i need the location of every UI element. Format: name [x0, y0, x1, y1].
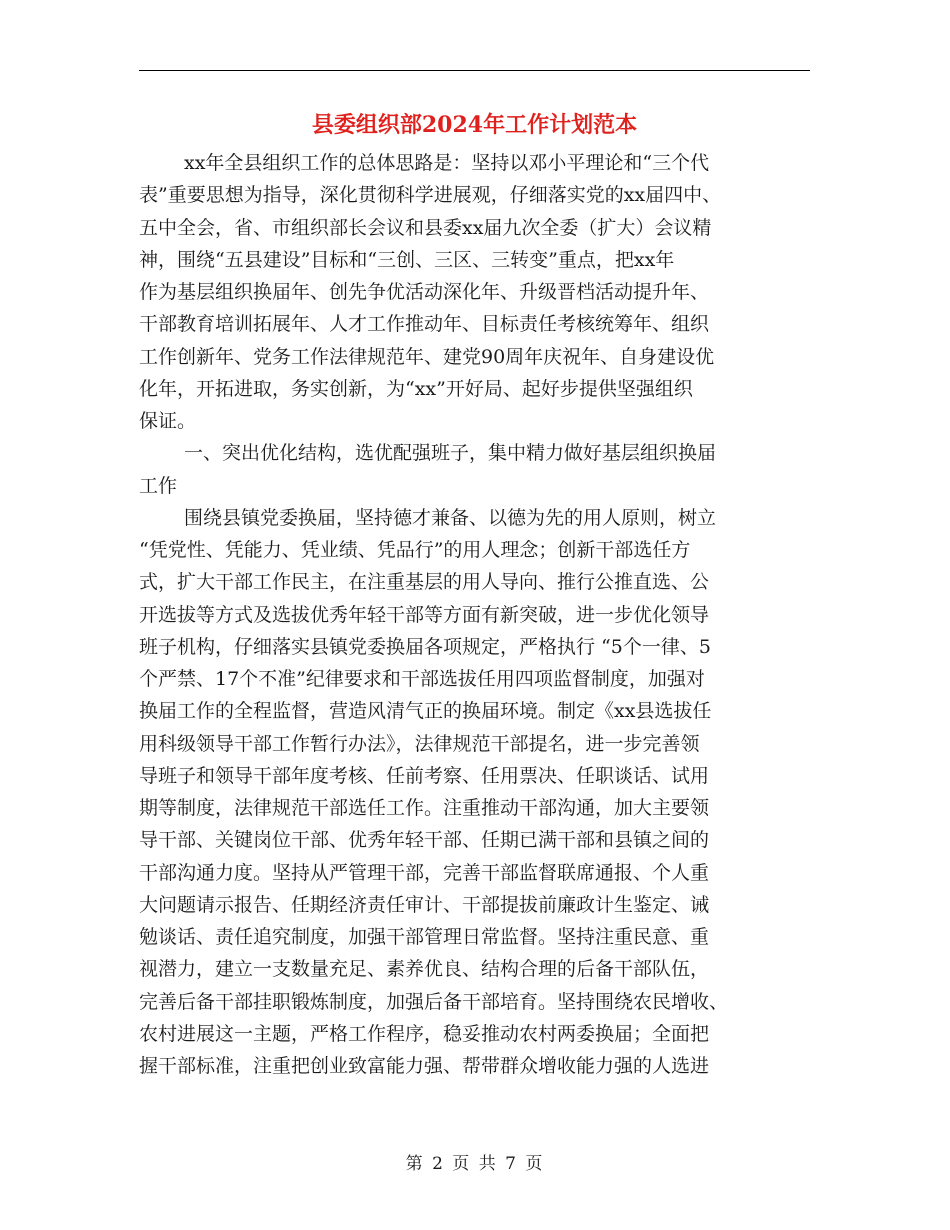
paragraph-1-line-9: 保证。 — [139, 410, 197, 432]
paragraph-1-line-6: 干部教育培训拓展年、人才工作推动年、目标责任考核统筹年、组织 — [139, 313, 710, 336]
section-heading-line-2: 工作 — [139, 474, 178, 497]
paragraph-2-line-1: 围绕县镇党委换届，坚持德才兼备、以德为先的用人原则，树立 — [184, 506, 717, 529]
paragraph-1-line-7: 工作创新年、党务工作法律规范年、建党90周年庆祝年、自身建设优 — [139, 345, 715, 368]
paragraph-1-line-4: 神，围绕“五县建设”目标和“三创、三区、三转变”重点，把xx年 — [139, 248, 675, 271]
paragraph-2-line-4: 开选拔等方式及选拔优秀年轻干部等方面有新突破，进一步优化领导 — [139, 603, 710, 626]
paragraph-2-line-11: 导干部、关键岗位干部、优秀年轻干部、任期已满干部和县镇之间的 — [139, 829, 710, 852]
paragraph-2-line-16: 完善后备干部挂职锻炼制度，加强后备干部培育。坚持围绕农民增收、 — [139, 990, 729, 1013]
paragraph-2-line-13: 大问题请示报告、任期经济责任审计、干部提拔前廉政计生鉴定、诫 — [139, 893, 710, 916]
page-number: 第 2 页 共 7 页 — [405, 1154, 545, 1174]
section-heading-line-1: 一、突出优化结构，选优配强班子，集中精力做好基层组织换届 — [184, 442, 717, 465]
paragraph-2-line-8: 用科级领导干部工作暂行办法》，法律规范干部提名，进一步完善领 — [139, 732, 700, 755]
paragraph-2-line-10: 期等制度，法律规范干部选任工作。注重推动干部沟通，加大主要领 — [139, 797, 710, 819]
paragraph-2-line-15: 视潜力，建立一支数量充足、素养优良、结构合理的后备干部队伍， — [139, 958, 710, 981]
document-body — [139, 147, 810, 1082]
paragraph-2-line-3: 式，扩大干部工作民主，在注重基层的用人导向、推行公推直选、公 — [139, 571, 710, 594]
paragraph-1-line-2: 表”重要思想为指导，深化贯彻科学进展观，仔细落实党的xx届四中、 — [139, 184, 722, 207]
document-title: 县委组织部2024年工作计划范本 — [311, 112, 638, 138]
paragraph-2-line-12: 干部沟通力度。坚持从严管理干部，完善干部监督联席通报、个人重 — [139, 861, 710, 884]
paragraph-1-line-3: 五中全会，省、市组织部长会议和县委xx届九次全委（扩大）会议精 — [139, 216, 712, 239]
paragraph-2-line-7: 换届工作的全程监督，营造风清气正的换届环境。制定《xx县选拔任 — [139, 700, 712, 723]
paragraph-2-line-2: “凭党性、凭能力、凭业绩、凭品行”的用人理念；创新干部选任方 — [139, 539, 691, 561]
header-rule — [139, 70, 810, 71]
paragraph-2-line-14: 勉谈话、责任追究制度，加强干部管理日常监督。坚持注重民意、重 — [139, 926, 710, 948]
paragraph-1-line-8: 化年，开拓进取，务实创新，为“xx”开好局、起好步提供坚强组织 — [139, 377, 693, 400]
paragraph-1-line-5: 作为基层组织换届年、创先争优活动深化年、升级晋档活动提升年、 — [139, 281, 710, 303]
paragraph-2-line-5: 班子机构，仔细落实县镇党委换届各项规定，严格执行 “5个一律、5 — [139, 635, 711, 658]
paragraph-2-line-18: 握干部标准，注重把创业致富能力强、帮带群众增收能力强的人选进 — [139, 1055, 710, 1077]
paragraph-1-line-1: xx年全县组织工作的总体思路是：坚持以邓小平理论和“三个代 — [184, 152, 710, 174]
paragraph-2-line-17: 农村进展这一主题，严格工作程序，稳妥推动农村两委换届；全面把 — [139, 1022, 710, 1045]
paragraph-2-line-9: 导班子和领导干部年度考核、任前考察、任用票决、任职谈话、试用 — [139, 764, 710, 787]
paragraph-2-line-6: 个严禁、17个不准”纪律要求和干部选拔任用四项监督制度，加强对 — [139, 668, 705, 690]
